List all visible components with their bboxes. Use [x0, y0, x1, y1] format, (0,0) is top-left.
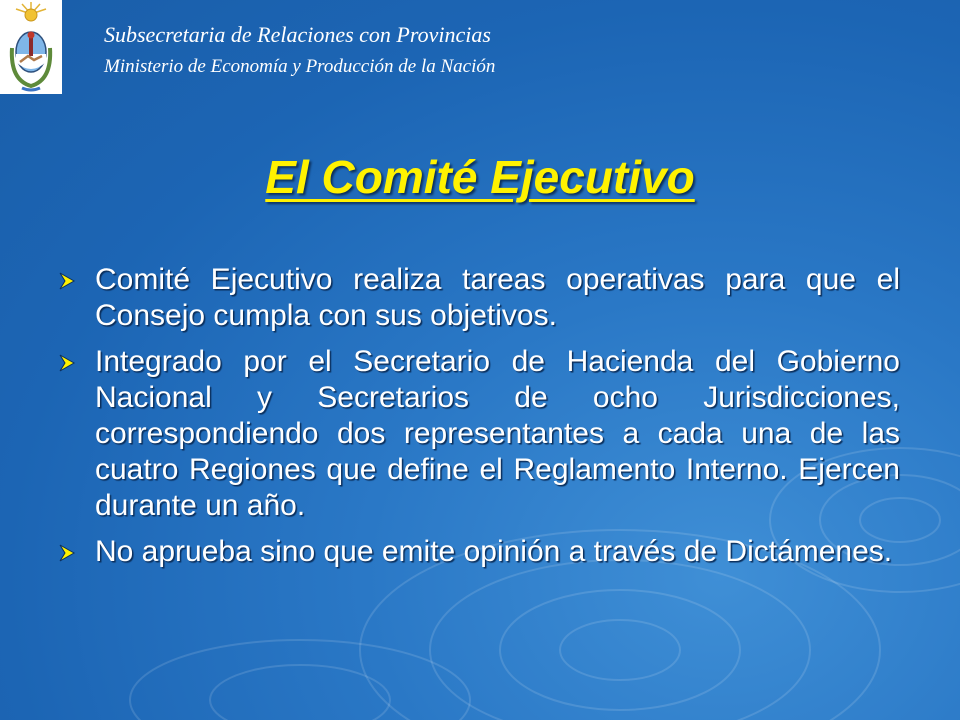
- arrow-bullet-icon: [58, 272, 76, 290]
- list-item: [58, 262, 900, 334]
- bullet-text: Integrado por el Secretario de Hacienda del Gobierno Nacional y Secretarios de ocho Jurisdicciones, correspondiendo dos representantes a cada una de las cuatro Regiones que define el Reglamento Interno. Ejercen durante un año.: [95, 345, 900, 522]
- header-subsecretaria: Subsecretaria de Relaciones con Provincias: [104, 22, 491, 47]
- list-item: [58, 534, 900, 570]
- slide-title: El Comité Ejecutivo: [265, 151, 695, 203]
- bullet-text: Comité Ejecutivo realiza tareas operativas para que el Consejo cumpla con sus objetivos.: [95, 263, 900, 332]
- bullet-text: No aprueba sino que emite opinión a través de Dictámenes.: [95, 535, 893, 568]
- arrow-bullet-icon: [58, 354, 76, 372]
- header-ministerio: Ministerio de Economía y Producción de la Nación: [104, 56, 496, 77]
- national-coat-of-arms-icon: [0, 0, 62, 94]
- bullet-list: [58, 262, 900, 580]
- arrow-bullet-icon: [58, 544, 76, 562]
- list-item: [58, 344, 900, 524]
- coat-of-arms-emblem: [0, 0, 62, 94]
